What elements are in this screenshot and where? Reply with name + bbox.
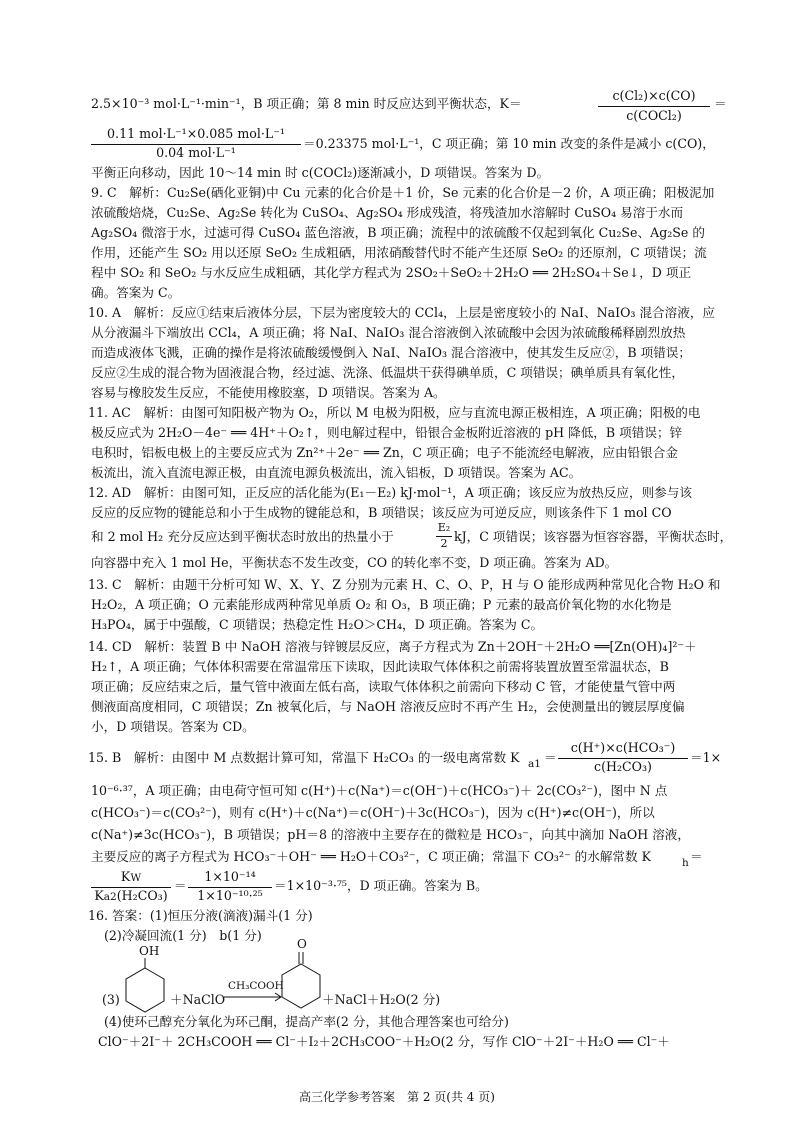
equals-sign: ＝	[690, 849, 703, 864]
equals-sign: ＝	[544, 750, 557, 765]
q9-line: 确。答案为 C。	[91, 285, 181, 300]
q9-line: 9. C 解析：Cu₂Se(硒化亚铜)中 Cu 元素的化合价是＋1 价，Se 元素的化合价是－2 价，A 项正确；阳极泥加	[91, 185, 715, 200]
fraction-denominator: c(COCl₂)	[626, 108, 682, 123]
q13-line: 13. C 解析：由题干分析可知 W、X、Y、Z 分别为元素 H、C、O、P，H 与 O 能形成两种常见化合物 H₂O 和	[88, 577, 721, 592]
oxygen-label: O	[297, 937, 307, 951]
cyclohexanone-structure	[276, 952, 326, 1014]
hydroxyl-label: OH	[139, 944, 160, 958]
fraction-numerator: c(H⁺)×c(HCO₃⁻)	[570, 740, 676, 755]
cyclohexanol-structure	[120, 958, 170, 1018]
q16-line: (2)冷凝回流(1 分) b(1 分)	[104, 928, 262, 943]
fraction-denominator	[91, 886, 171, 907]
q10-line: 10. A 解析：反应①结束后液体分层，下层为密度较大的 CCl₄，上层是密度较小的 NaI、NaIO₃ 混合溶液，应	[88, 305, 716, 320]
page-footer: 高三化学参考答案 第 2 页(共 4 页)	[299, 1090, 495, 1104]
equals-sign: ＝	[174, 878, 187, 893]
q15-line: ＝1×10⁻³·⁷⁵，D 项正确。答案为 B。	[274, 878, 488, 893]
subscript: W	[130, 872, 142, 884]
text-line: 平衡正向移动，因此 10～14 min 时 c(COCl₂)逐渐减小，D 项错误。答案为 D。	[91, 165, 550, 180]
fraction-numerator: 1×10⁻¹⁴	[204, 869, 256, 884]
subscript: a2	[103, 891, 117, 903]
text-line: 2.5×10⁻³ mol·L⁻¹·min⁻¹，B 项正确；第 8 min 时反应达到平衡状态，K＝	[91, 96, 522, 111]
q14-line: 14. CD 解析：装置 B 中 NaOH 溶液与锌镀层反应，离子方程式为 Zn＋2OH⁻＋2H₂O ══[Zn(OH)₄]²⁻＋	[88, 639, 697, 654]
q10-line: 而造成液体飞溅，正确的操作是将浓硫酸缓慢倒入 NaI、NaIO₃ 混合溶液中，使其发生反应②，B 项错误；	[91, 345, 691, 360]
q14-line: H₂↑，A 项正确；气体体积需要在常温常压下读取，因此读取气体体积之前需将装置放置至常温状态，B	[91, 659, 669, 674]
fraction-denominator: c(H₂CO₃)	[594, 759, 652, 774]
q11-line: 板流出，流入直流电源正极，由直流电源负极流出，流入铝板，D 项错误。答案为 AC。	[91, 465, 582, 480]
fraction-denominator: 1×10⁻¹⁰·²⁵	[197, 888, 263, 903]
q14-line: 侧液面高度相同，C 项错误；Zn 被氧化后，与 NaOH 溶液反应时不再产生 H₂，会使测量出的镀层厚度偏	[91, 699, 685, 714]
reaction-arrow-icon	[224, 992, 284, 1002]
fraction-numerator: c(Cl₂)×c(CO)	[612, 88, 696, 103]
q12-line: kJ，C 项错误；该容器为恒容容器，平衡状态时，	[454, 529, 733, 544]
q14-line: 小，D 项错误。答案为 CD。	[91, 719, 255, 734]
equals-sign: ＝	[714, 96, 727, 111]
subscript: a1	[528, 758, 541, 770]
q15-line: 15. B 解析：由图中 M 点数据计算可知，常温下 H₂CO₃ 的一级电离常数 K	[88, 750, 520, 765]
q12-line: 12. AD 解析：由图可知，正反应的活化能为(E₁－E₂) kJ·mol⁻¹，A 项正确；该反应为放热反应，则参与该	[88, 485, 692, 500]
reagent-text: ＋NaClO	[170, 992, 226, 1007]
symbol-k: K	[120, 869, 131, 884]
q11-line: 极反应式为 2H₂O－4e⁻ ══ 4H⁺＋O₂↑，则电解过程中，铅银合金板附近溶液的 pH 降低，B 项错误；锌	[91, 425, 683, 440]
formula: (H₂CO₃)	[116, 888, 168, 903]
q12-line: 反应的反应物的键能总和小于生成物的键能总和，B 项错误；该反应为可逆反应，则该条件下 1 mol CO	[91, 505, 672, 520]
q13-line: H₃PO₄，属于中强酸，C 项错误；热稳定性 H₂O＞CH₄，D 项正确。答案为 C。	[91, 617, 544, 632]
fraction-denominator: 0.04 mol·L⁻¹	[156, 145, 236, 160]
q15-line: ＝1×	[690, 750, 722, 765]
products-text: ＋NaCl＋H₂O(2 分)	[322, 992, 441, 1007]
q15-line: 主要反应的离子方程式为 HCO₃⁻＋OH⁻ ══ H₂O＋CO₃²⁻，C 项正确；常温下 CO₃²⁻ 的水解常数 K	[91, 849, 652, 864]
q10-line: 反应②生成的混合物为固液混合物，经过滤、洗涤、低温烘干获得碘单质，C 项错误；碘单质具有氧化性，	[91, 365, 684, 380]
q15-line: c(HCO₃⁻)＝c(CO₃²⁻)，则有 c(H⁺)＋c(Na⁺)＝c(OH⁻)＋3c(HCO₃⁻)，因为 c(H⁺)≠c(OH⁻)，所以	[91, 805, 655, 820]
fraction-numerator: E₂	[437, 521, 451, 534]
q9-line: Ag₂SO₄ 微溶于水，过滤可得 CuSO₄ 蓝色溶液，B 项正确；流程中的浓硫酸不仅起到氧化 Cu₂Se、Ag₂Se 的	[91, 225, 705, 240]
symbol-k: K	[94, 888, 104, 903]
q16-line: (4)使环己醇充分氧化为环己酮，提高产率(2 分，其他合理答案也可给分)	[104, 1014, 509, 1029]
q15-line: c(Na⁺)≠3c(HCO₃⁻)，B 项错误；pH＝8 的溶液中主要存在的微粒是 HCO₃⁻，向其中滴加 NaOH 溶液，	[91, 827, 690, 842]
q13-line: H₂O₂，A 项正确；O 元素能形成两种常见单质 O₂ 和 O₃，B 项正确；P 元素的最高价氧化物的水化物是	[91, 597, 672, 612]
q15-line: 10⁻⁶·³⁷，A 项正确；由电荷守恒可知 c(H⁺)＋c(Na⁺)＝c(OH⁻)＋c(HCO₃⁻)＋ 2c(CO₃²⁻)，图中 N 点	[91, 783, 668, 798]
q11-line: 电积时，铝板电极上的主要反应式为 Zn²⁺＋2e⁻ ══ Zn，C 项正确；电子不能流经电解液，应由铅银合金	[91, 445, 678, 460]
reaction-condition: CH₃COOH	[228, 980, 284, 992]
q11-line: 11. AC 解析：由图可知阳极产物为 O₂，所以 M 电极为阳极，应与直流电源正极相连，A 项正确；阳极的电	[88, 405, 701, 420]
text-line: ＝0.23375 mol·L⁻¹，C 项正确；第 10 min 改变的条件是减小 c(CO)，	[303, 136, 715, 151]
subscript: h	[682, 857, 689, 869]
fraction-numerator	[91, 867, 171, 888]
q16-line: 16. 答案：(1)恒压分液(滴液)漏斗(1 分)	[88, 908, 313, 923]
q12-line: 向容器中充入 1 mol He，平衡状态不发生改变，CO 的转化率不变，D 项正确。答案为 AD。	[91, 555, 618, 570]
q9-line: 浓硫酸焙烧，Cu₂Se、Ag₂Se 转化为 CuSO₄、Ag₂SO₄ 形成残渣，将残渣加水溶解时 CuSO₄ 易溶于水而	[91, 205, 684, 220]
q10-line: 容易与橡胶发生反应，不能使用橡胶塞，D 项错误。答案为 A。	[91, 385, 446, 400]
q16-part-label: (3)	[102, 992, 120, 1007]
q12-line: 和 2 mol H₂ 充分反应达到平衡状态时放出的热量小于	[91, 529, 394, 544]
q9-line: 作用，还能产生 SO₂ 用以还原 SeO₂ 生成粗硒，用浓硝酸替代时不能产生还原 SeO₂ 的还原剂，C 项错误；流	[91, 245, 707, 260]
q16-line: ClO⁻＋2I⁻＋ 2CH₃COOH ══ Cl⁻＋I₂＋2CH₃COO⁻＋H₂O(2 分，写作 ClO⁻＋2I⁻＋H₂O ══ Cl⁻＋	[98, 1034, 670, 1049]
fraction-denominator: 2	[440, 537, 448, 550]
q14-line: 项正确；反应结束之后，量气管中液面左低右高，读取气体体积之前需向下移动 C 管，才能使量气管中两	[91, 679, 676, 694]
fraction-numerator: 0.11 mol·L⁻¹×0.085 mol·L⁻¹	[107, 126, 285, 141]
q9-line: 程中 SO₂ 和 SeO₂ 与水反应生成粗硒，其化学方程式为 2SO₂＋SeO₂＋2H₂O ══ 2H₂SO₄＋Se↓，D 项正	[91, 265, 692, 280]
q10-line: 从分液漏斗下端放出 CCl₄，A 项正确；将 NaI、NaIO₃ 混合溶液倒入浓硫酸中会因为浓硫酸稀释剧烈放热	[91, 325, 686, 340]
